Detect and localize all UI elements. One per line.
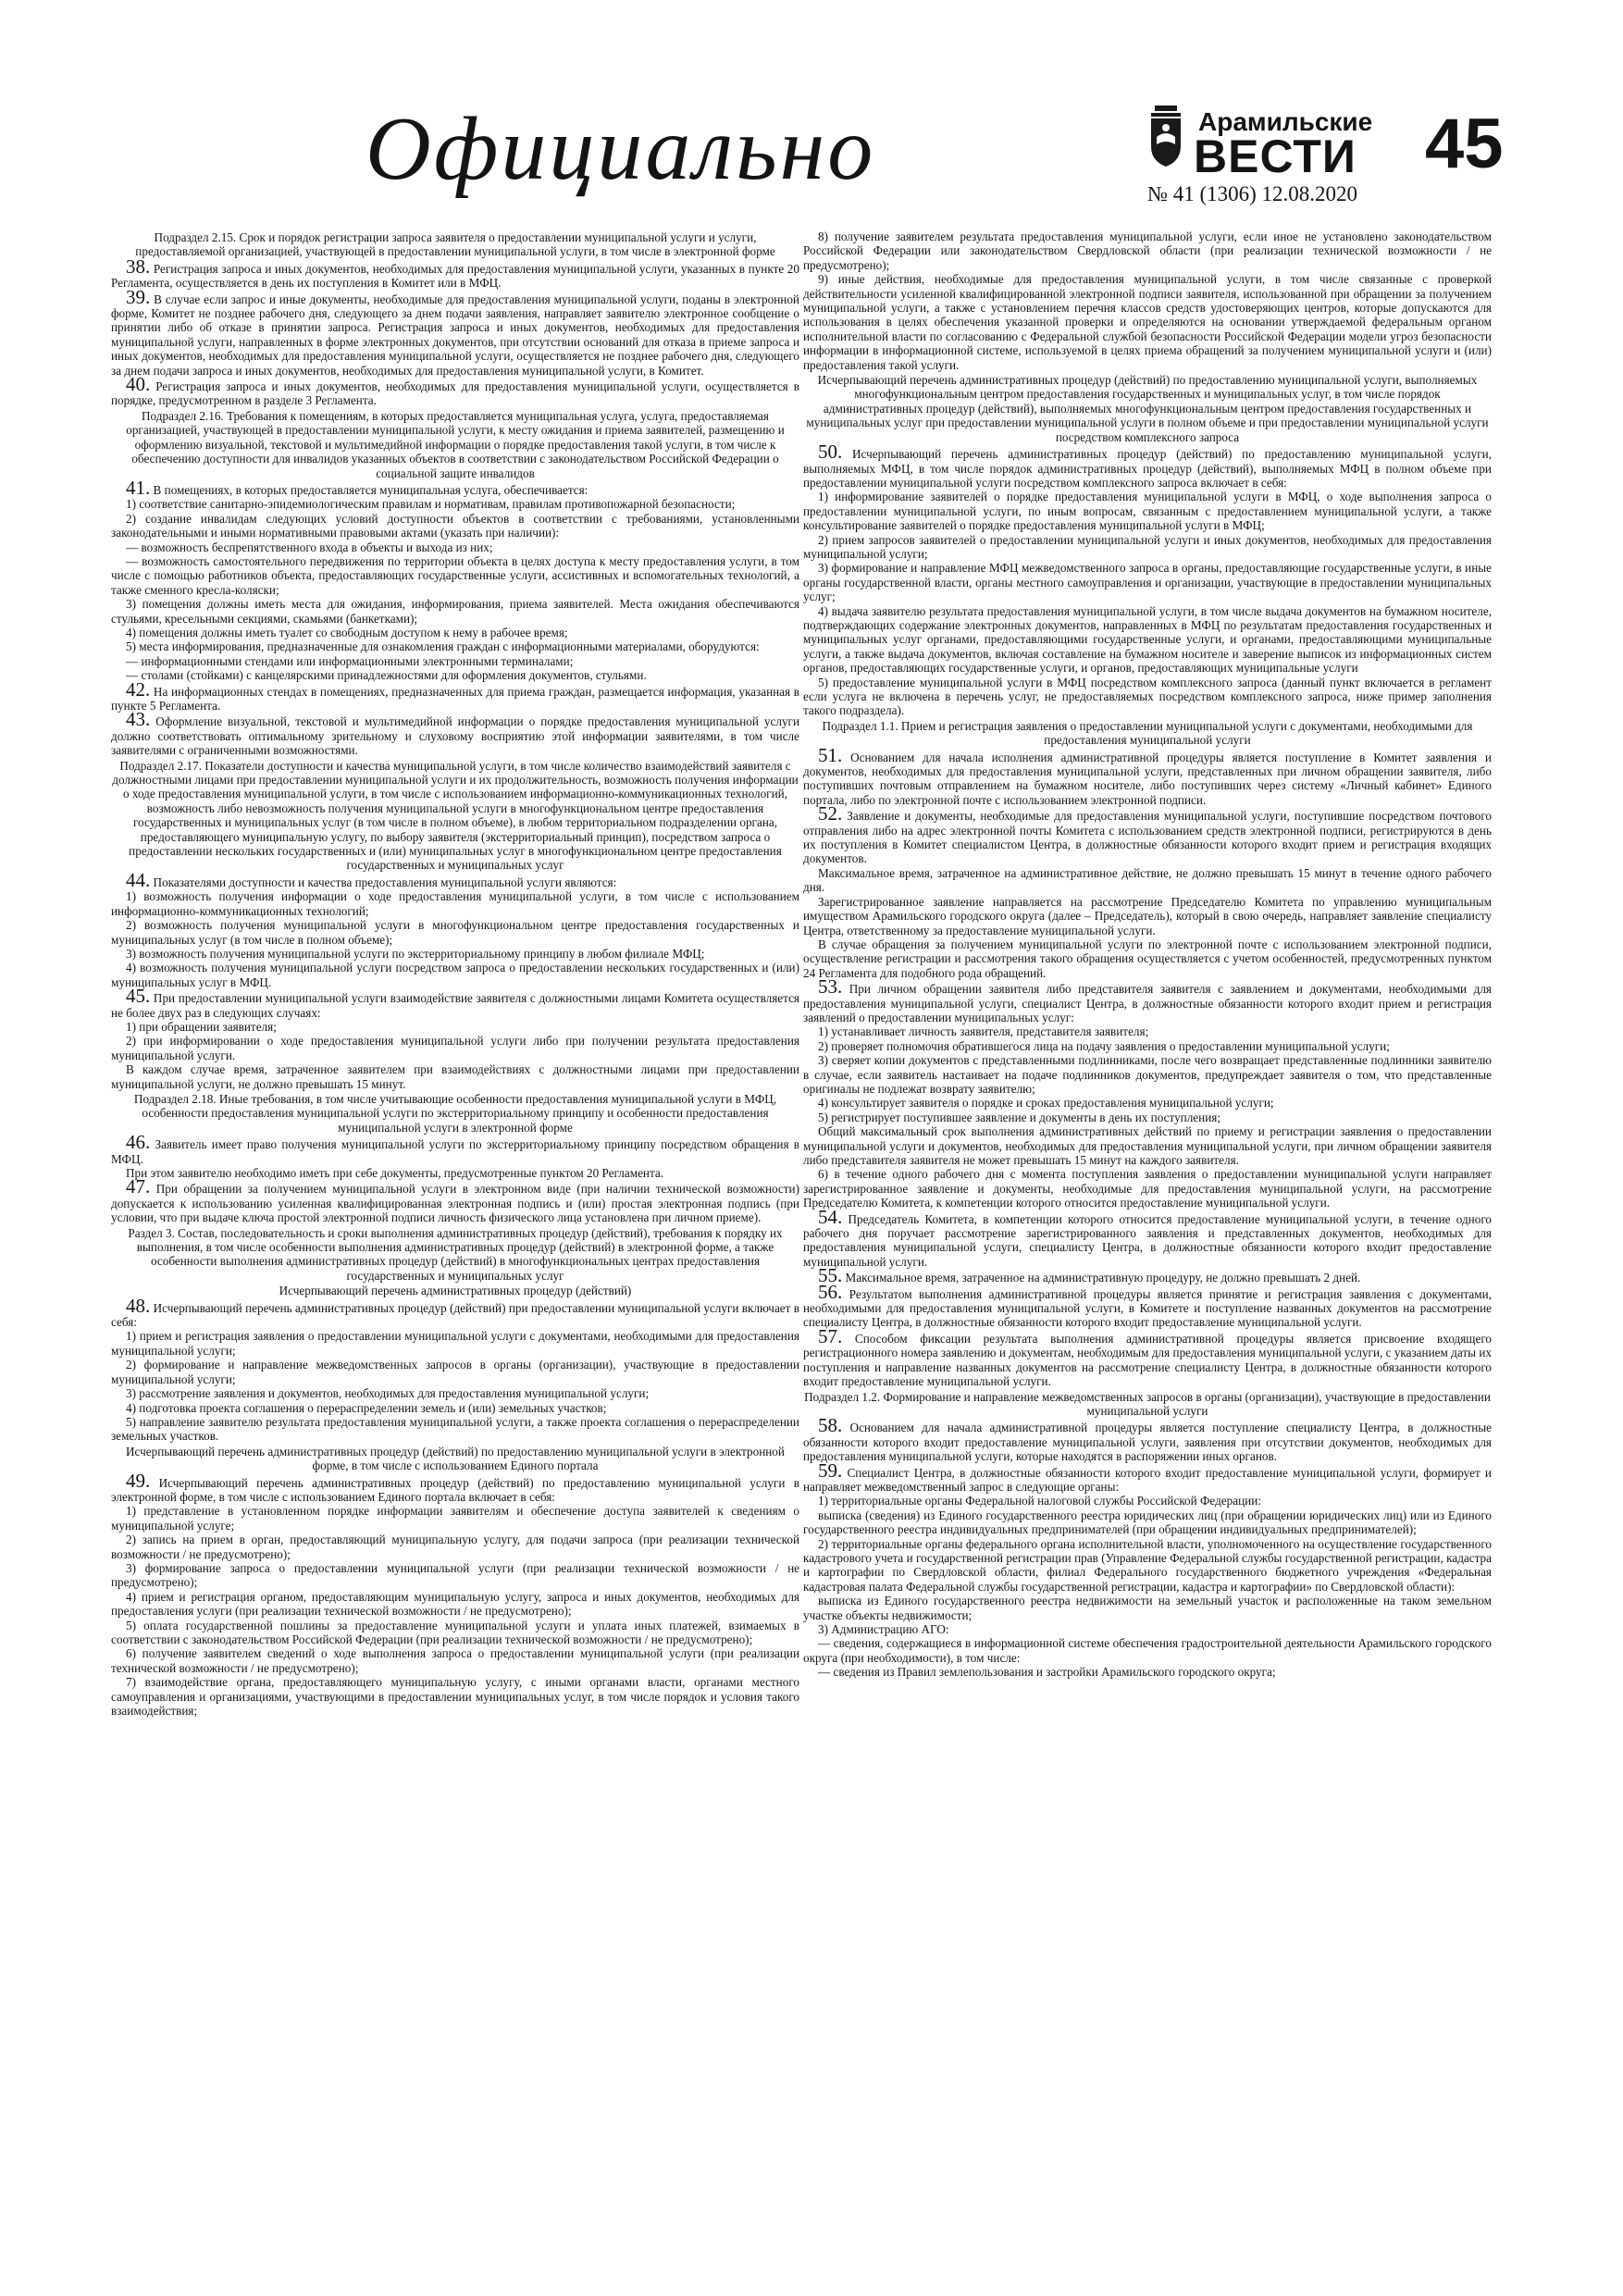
paragraph-text: Исчерпывающий перечень административных процедур (действий) по предоставлению муниципальной услуги, выполняемых МФЦ, в том числе порядок административных процедур (действий), выполняемых МФЦ в полном объеме при предоставлении муниципальной услуги посредством комплексного запроса включает в себя: (803, 447, 1492, 490)
paragraph-text: Исчерпывающий перечень административных процедур (действий) по предоставлению муниципальной услуги в электронной форме, в том числе с использованием Единого портала включает в себя: (111, 1475, 799, 1504)
paragraph: 4) помещения должны иметь туалет со свободным доступом к нему в рабочее время; (126, 625, 568, 639)
paragraph: 3) формирование и направление МФЦ межведомственного запроса в органы, предоставляющие государственные услуги, в иные органы государственной власти, органы местного самоуправления и организации, участвующие в предоставлении муниципальных услуг; (803, 561, 1492, 604)
paragraph: 2) запись на прием в орган, предоставляющий муниципальную услугу, для подачи запроса (при реализации технической возможности / не предусмотрено); (111, 1533, 799, 1561)
masthead (0, 0, 1623, 227)
text-column-left (111, 230, 799, 2265)
paragraph: 1) соответствие санитарно-эпидемиологическим правилам и нормативам, правилам противопожарной безопасности; (126, 497, 736, 512)
numbered-paragraph (111, 373, 799, 408)
paragraph-text: При личном обращении заявителя либо представителя заявителя с заявлением и документами, необходимыми для предоставления муниципальной услуги, специалист Центра, в должностные обязанности которого входит прием и регистрация заявлений о предоставлении муниципальных услуг: (803, 982, 1492, 1024)
paragraph-number: 58. (818, 1414, 843, 1437)
paragraph: 5) места информирования, предназначенные для ознакомления граждан с информационными материалами, оборудуются: (126, 639, 760, 654)
paragraph: 1) устанавливает личность заявителя, представителя заявителя; (818, 1024, 1149, 1039)
paragraph-number: 59. (818, 1458, 843, 1482)
paragraph-text: Основанием для начала административной процедуры является поступление специалисту Центра, в должностные обязанности которого входит предоставление муниципальной услуги, заявления при отсутствии документов, необходимых для предоставления муниципальной услуги, которые находятся в распоряжении иных органов. (803, 1421, 1492, 1464)
paragraph: 1) прием и регистрация заявления о предоставлении муниципальной услуги с документами, необходимыми для предоставления муниципальной услуги; (111, 1329, 799, 1358)
section-heading: Подраздел 1.1. Прием и регистрация заявления о предоставлении муниципальной услуги с документами, необходимыми для предоставления муниципальной услуги (822, 718, 1473, 748)
paragraph: При этом заявителю необходимо иметь при себе документы, предусмотренные пунктом 20 Регламента. (126, 1166, 664, 1180)
paragraph-text: Регистрация запроса и иных документов, необходимых для предоставления муниципальной услуги, осуществляется в порядке, предусмотренном в разделе 3 Регламента. (111, 379, 799, 408)
paragraph-text: Максимальное время, затраченное на административную процедуру, не должно превышать 2 дней. (842, 1271, 1361, 1285)
numbered-paragraph (803, 1414, 1492, 1464)
paragraph: 4) выдача заявителю результата предоставления муниципальной услуги, в том числе выдача документов на бумажном носителе, подтверждающих содержание электронных документов, направленных в МФЦ по результатам предоставления государственных и муниципальных услуг органами, предоставляющими государственные услуги, и органами, предоставляющими муниципальные услуги, а также выдача документов, включая составление на бумажном носителе и заверение выписок из информационных систем органов, предоставляющих государственные услуги, и органов, предоставляющих муниципальные услуги (803, 603, 1492, 676)
paragraph: Зарегистрированное заявление направляется на рассмотрение Председателю Комитета по управлению муниципальным имуществом Арамильского городского округа (далее – Председатель), который в свою очередь, направляет заявление специалисту Центра, ответственному за предоставление муниципальной услуги. (803, 894, 1492, 937)
paragraph: 4) прием и регистрация органом, предоставляющим муниципальную услугу, запроса и иных документов, необходимых для предоставления услуги (при реализации технической возможности / не предусмотрено); (111, 1589, 799, 1619)
numbered-paragraph (111, 677, 799, 714)
paragraph-number: 38. (126, 254, 151, 278)
paragraph: выписка (сведения) из Единого государственного реестра юридических лиц (при обращении юридических лиц) или из Единого государственного реестра индивидуальных предпринимателей (при обращении индивидуальных предпринимателей); (803, 1508, 1492, 1537)
paragraph-number: 40. (126, 373, 151, 396)
paragraph: 6) получение заявителем сведений о ходе выполнения запроса о предоставлении муниципальной услуги (при реализации технической возможности / не предусмотрено); (111, 1646, 799, 1675)
paragraph: 3) сверяет копии документов с представленными подлинниками, после чего возвращает представленные подлинники заявителю в случае, если заявитель настаивает на подаче подлинников документов, предупреждает заявителя о том, что представленные оригиналы не подлежат возврату заявителю; (803, 1053, 1492, 1096)
paragraph-text: Специалист Центра, в должностные обязанности которого входит предоставление муниципальной услуги, формирует и направляет межведомственный запрос в следующие органы: (803, 1465, 1492, 1494)
numbered-paragraph (111, 708, 799, 758)
paragraph-number: 51. (818, 743, 843, 766)
paragraph-text: Заявление и документы, необходимые для предоставления муниципальной услуги, поступившие посредством почтового отправления либо на адрес электронной почты Комитета с использованием средств электронной подписи, регистрируются в день их поступления в Комитет специалистом Центра, в должностные обязанности которого входит прием и регистрация входящих документов. (803, 809, 1492, 866)
paragraph-number: 43. (126, 708, 151, 731)
numbered-paragraph (111, 985, 799, 1020)
numbered-paragraph (803, 802, 1492, 866)
section-heading: Подраздел 1.2. Формирование и направление межведомственных запросов в органы (организации), участвующие в предоставлении муниципальной услуги (804, 1389, 1491, 1418)
paragraph: 2) создание инвалидам следующих условий доступности объектов в соответствии с требованиями, установленными законодательными и иными нормативными правовыми актами (указать при наличии): (111, 511, 799, 540)
paragraph: — столами (стойками) с канцелярскими принадлежностями для оформления документов, стульями. (126, 668, 647, 683)
paragraph: 2) прием запросов заявителей о предоставлении муниципальной услуги и иных документов, необходимых для предоставления муниципальной услуги; (803, 532, 1492, 561)
numbered-paragraph (111, 1294, 799, 1330)
paragraph-text: Результатом выполнения административной процедуры является принятие и регистрация заявления с документами, необходимыми для предоставления муниципальной услуги, в Комитете и поступление названных документов на рассмотрение специалисту Центра, в должностные обязанности которого входит предоставление муниципальной услуги. (803, 1286, 1492, 1330)
paragraph-text: Заявитель имеет право получения муниципальной услуги по экстерриториальному принципу посредством обращения в МФЦ. (111, 1137, 799, 1166)
paragraph-number: 49. (126, 1469, 151, 1492)
coat-of-arms-icon (1147, 104, 1184, 168)
numbered-paragraph (111, 254, 799, 291)
paragraph-number: 39. (126, 285, 151, 308)
paragraph-text: При обращении за получением муниципальной услуги в электронном виде (при наличии технической возможности) допускается к использованию усиленная квалифицированная электронная подпись и (или) простая электронная подпись (при условии, что при выдаче ключа простой электронной подписи личность физического лица установлена при личном приеме). (111, 1182, 799, 1225)
paragraph: 4) возможность получения муниципальной услуги посредством запроса о предоставлении нескольких государственных и (или) муниципальных услуг в МФЦ. (111, 961, 799, 989)
paragraph: 3) Администрацию АГО: (818, 1622, 949, 1636)
paragraph: 9) иные действия, необходимые для предоставления муниципальной услуги, в том числе связанные с проверкой действительности усиленной квалифицированной электронной подписи заявителя, использованной при обращении за получением муниципальной услуги, а также с установлением перечня классов средств удостоверяющих центров, которые допускаются для использования в целях обеспечения указанной проверки и определяются на основании утверждаемой федеральным органом исполнительной власти по согласованию с Федеральной службой безопасности Российской Федерации модели угроз безопасности информации в информационной системе, используемой в целях приема обращений за получением муниципальной услуги и (или) предоставления такой услуги. (803, 272, 1492, 372)
paragraph: 1) информирование заявителей о порядке предоставления муниципальной услуги в МФЦ, о ходе выполнения запроса о предоставлении муниципальной услуги, по иным вопросам, связанным с предоставлением муниципальной услуги, а также консультирование заявителей о порядке предоставления муниципальной услуги в МФЦ; (803, 490, 1492, 533)
paragraph-number: 44. (126, 868, 151, 891)
paragraph: — сведения из Правил землепользования и застройки Арамильского городского округа; (818, 1665, 1276, 1680)
numbered-paragraph (111, 1175, 799, 1225)
paragraph: Максимальное время, затраченное на административное действие, не должно превышать 15 минут в течение одного рабочего дня. (803, 865, 1492, 895)
paragraph: 5) направление заявителю результата предоставления муниципальной услуги, а также проекта соглашения о перераспределении земельных участков. (111, 1414, 799, 1444)
paragraph: В каждом случае время, затраченное заявителем при взаимодействиях с должностными лицами при предоставлении муниципальной услуги, не должно превышать 15 минут. (111, 1062, 799, 1091)
paragraph: 5) регистрирует поступившее заявление и документы в день их поступления; (818, 1110, 1221, 1124)
paragraph: 5) оплата государственной пошлины за предоставление муниципальной услуги и уплата иных платежей, взимаемых в соответствии с законодательством Российской Федерации (при реализации технической возможности / не предусмотрено); (111, 1618, 799, 1646)
paragraph-text: Председатель Комитета, в компетенции которого относится предоставление муниципальной услуги, в течение одного рабочего дня поручает рассмотрение зарегистрированного заявления и представленных документов, необходимых для предоставления муниципальной услуги, специалисту Центра, в должностные обязанности которого входит предоставление муниципальной услуги. (803, 1211, 1492, 1269)
numbered-paragraph (803, 975, 1492, 1024)
section-heading: Исчерпывающий перечень административных процедур (действий) по предоставлению муниципальной услуги в электронной форме, в том числе с использованием Единого портала (126, 1444, 785, 1473)
logo-small-text: Арамильские (1198, 107, 1373, 136)
numbered-paragraph (111, 868, 799, 891)
numbered-paragraph (111, 285, 799, 378)
paragraph: 5) предоставление муниципальной услуги в МФЦ посредством комплексного запроса (данный пункт включается в регламент если услуга не включена в перечень услуг, не предоставляемых посредством комплексного запроса, ниже пример заполнения такого подраздела). (803, 675, 1492, 718)
numbered-paragraph (803, 1458, 1492, 1495)
numbered-paragraph (111, 1131, 799, 1166)
paragraph-text: Основанием для начала исполнения административной процедуры является поступление в Комитет заявления и документов, необходимых для предоставления муниципальной услуги, представленных при личном обращении заявителя, либо поступивших почтовым отправлением на бумажном носителе, либо поступивших через систему «Личный кабинет» Единого портала, либо по электронной почте с использованием электронной подписи. (803, 750, 1492, 807)
paragraph: 3) помещения должны иметь места для ожидания, информирования, приема заявителей. Места ожидания обеспечиваются стульями, кресельными секциями, скамьями (банкетками); (111, 597, 799, 626)
text-column-right (803, 230, 1492, 2265)
section-heading: Подраздел 2.18. Иные требования, в том числе учитывающие особенности предоставления муниципальной услуги в МФЦ, особенности предоставления муниципальной услуги по экстерриториальному принципу и особенности предоставления муниципальной услуги в электронной форме (133, 1091, 777, 1135)
paragraph-text: Способом фиксации результата выполнения административной процедуры является присвоение входящего регистрационного номера заявлению и документам, необходимым для предоставления муниципальной услуги, с указанием даты их поступления и направление названных документов на рассмотрение специалисту Центра, в должностные обязанности которого входит предоставление муниципальной услуги. (803, 1331, 1492, 1389)
section-heading: Подраздел 2.17. Показатели доступности и качества муниципальной услуги, в том числе количество взаимодействий заявителя с должностными лицами при предоставлении муниципальной услуги и их продолжительность, возможность получения информации о ходе предоставления муниципальной услуги, в том числе с использованием информационно-коммуникационных технологий, возможность либо невозможность получения муниципальной услуги в многофункциональном центре предоставления государственных и муниципальных услуг (в том числе в полном объеме), в любом территориальном подразделении органа, предоставляющего муниципальную услугу, по выбору заявителя (экстерриториальный принцип), посредством запроса о предоставлении нескольких государственных и (или) муниципальных услуг в многофункциональном центре предоставления государственных и муниципальных услуг (112, 758, 799, 873)
numbered-paragraph (803, 1324, 1492, 1389)
paragraph-text: Показателями доступности и качества предоставления муниципальной услуги являются: (150, 875, 617, 889)
paragraph: 3) рассмотрение заявления и документов, необходимых для предоставления муниципальной услуги; (126, 1386, 650, 1401)
paragraph: 3) возможность получения муниципальной услуги по экстерриториальному принципу в любом филиале МФЦ; (126, 946, 705, 961)
paragraph-number: 48. (126, 1294, 151, 1317)
paragraph-number: 52. (818, 802, 843, 825)
paragraph: 3) формирование запроса о предоставлении муниципальной услуги (при реализации технической возможности / не предусмотрено); (111, 1560, 799, 1590)
page-number: 45 (1425, 105, 1504, 183)
paragraph: 1) представление в установленном порядке информации заявителям и обеспечение доступа заявителей к сведениям о муниципальной услуге; (111, 1504, 799, 1533)
paragraph-number: 46. (126, 1131, 151, 1154)
numbered-paragraph (803, 1280, 1492, 1330)
numbered-paragraph (803, 743, 1492, 808)
paragraph: — возможность беспрепятственного входа в объекты и выхода из них; (126, 540, 493, 554)
paragraph: 2) возможность получения муниципальной услуги в многофункциональном центре предоставления государственных и муниципальных услуг (в том числе в полном объеме); (111, 918, 799, 947)
section-title: Официально (365, 99, 876, 199)
paragraph: 7) взаимодействие органа, предоставляющего муниципальную услугу, с иными органами власти, органами местного самоуправления и организациями, участвующими в предоставлении муниципальных услуг, в том числе порядок и условия такого взаимодействия; (111, 1675, 799, 1719)
logo-big-text: ВЕСТИ (1194, 130, 1357, 182)
paragraph: Общий максимальный срок выполнения административных действий по приему и регистрации заявления о предоставлении муниципальной услуги и документов, необходимых для предоставления муниципальной услуги, при личном обращении заявителя либо представителя заявителя не может превышать 15 минут на каждого заявителя. (803, 1124, 1492, 1167)
paragraph: 1) возможность получения информации о ходе предоставления муниципальной услуги, в том числе с использованием информационно-коммуникационных технологий; (111, 889, 799, 918)
section-heading: Раздел 3. Состав, последовательность и сроки выполнения административных процедур (действий), требования к порядку их выполнения, в том числе особенности выполнения административных процедур (действий) в электронной форме, а также особенности выполнения административных процедур (действий) в многофункциональных центрах предоставления государственных и муниципальных услуг (128, 1225, 783, 1283)
paragraph-text: Оформление визуальной, текстовой и мультимедийной информации о порядке предоставления муниципальной услуги должно соответствовать оптимальному зрительному и слуховому восприятию этой информации заявителями, в том числе заявителями с ограниченными возможностями. (111, 714, 799, 758)
section-heading: Исчерпывающий перечень административных процедур (действий) (279, 1284, 632, 1298)
paragraph: 2) формирование и направление межведомственных запросов в органы (организации), участвующие в предоставлении муниципальной услуги; (111, 1358, 799, 1386)
issue-info: № 41 (1306) 12.08.2020 (1147, 182, 1358, 205)
paragraph-text: Регистрация запроса и иных документов, необходимых для предоставления муниципальной услуги, указанных в пункте 20 Регламента, осуществляется в день их поступления в Комитет или в МФЦ. (111, 261, 799, 291)
paragraph: 4) подготовка проекта соглашения о перераспределении земель и (или) земельных участков; (126, 1400, 607, 1415)
paragraph: 4) консультирует заявителя о порядке и сроках предоставления муниципальной услуги; (818, 1096, 1274, 1111)
paragraph-text: В случае если запрос и иные документы, необходимые для предоставления муниципальной услуги, поданы в электронной форме, Комитет не позднее рабочего дня, следующего за днем подачи заявления, направляет заявителю электронное сообщение о принятии либо об отказе в принятии запроса. Регистрация запроса и иных документов, необходимых для предоставления муниципальной услуги, направленных в форме электронных документов, при отсутствии оснований для отказа в приеме запроса и иных документов, необходимых для предоставления муниципальной услуги, осуществляется не позднее рабочего дня, следующего за днем подачи запроса и иных документов, необходимых для предоставления муниципальной услуги, в Комитет. (111, 292, 799, 378)
paragraph-number: 41. (126, 476, 151, 499)
numbered-paragraph (803, 441, 1492, 490)
paragraph: — сведения, содержащиеся в информационной системе обеспечения градостроительной деятельности Арамильского городского округа (при необходимости), в том числе: (803, 1636, 1492, 1665)
paragraph: — возможность самостоятельного передвижения по территории объекта в целях доступа к месту предоставления услуги, в том числе с помощью работников объекта, предоставляющих государственные услуги, ассистивных и вспомогательных технологий, а также сменного кресла-коляски; (111, 553, 799, 597)
paragraph: 2) территориальные органы федерального органа исполнительной власти, уполномоченного на осуществление государственного кадастрового учета и государственной регистрации прав (Управление Федеральной службы государственной регистрации, кадастра и картографии по Свердловской области, филиал Федерального государственного бюджетного учреждения «Федеральная кадастровая палата Федеральной службы государственной регистрации, кадастра и картографии» по Свердловской области): (803, 1536, 1492, 1594)
paragraph-number: 50. (818, 441, 843, 464)
section-heading: Подраздел 2.15. Срок и порядок регистрации запроса заявителя о предоставлении муниципальной услуги и услуги, предоставляемой организацией, участвующей в предоставлении муниципальной услуги, в том числе в электронной форме (135, 230, 775, 259)
paragraph: В случае обращения за получением муниципальной услуги по электронной почте с использованием электронной подписи, осуществление регистрации и рассмотрения такого обращения осуществляется с учетом особенностей, предусмотренных пунктом 24 Регламента для подобного рода обращений. (803, 937, 1492, 980)
paragraph-number: 47. (126, 1175, 151, 1198)
paragraph: 2) проверяет полномочия обратившегося лица на подачу заявления о предоставлении муниципальной услуги; (818, 1038, 1390, 1053)
paragraph-text: При предоставлении муниципальной услуги взаимодействие заявителя с должностными лицами Комитета осуществляется не более двух раз в следующих случаях: (111, 991, 799, 1020)
paragraph: 2) при информировании о ходе предоставления муниципальной услуги либо при получении результата предоставления муниципальной услуги. (111, 1034, 799, 1062)
paragraph: — информационными стендами или информационными электронными терминалами; (126, 653, 574, 668)
paragraph: 1) территориальные органы Федеральной налоговой службы Российской Федерации: (818, 1494, 1261, 1508)
numbered-paragraph (803, 1205, 1492, 1270)
section-heading: Подраздел 2.16. Требования к помещениям, в которых предоставляется муниципальная услуга, услуга, предоставляемая организацией, участвующей в предоставлении муниципальной услуги, к месту ожидания и приема заявителей, размещению и оформлению визуальной, текстовой и мультимедийной информации о порядке предоставления такой услуги, в том числе к обеспечению доступности для инвалидов указанных объектов в соответствии с законодательством Российской Федерации о социальной защите инвалидов (126, 408, 785, 480)
numbered-paragraph (111, 1469, 799, 1505)
paragraph: 6) в течение одного рабочего дня с момента поступления заявления о предоставлении муниципальной услуги направляет зарегистрированное заявление и документы, необходимые для предоставления муниципальной услуги, на рассмотрение Председателю Комитета, к компетенции которого относится предоставление муниципальной услуги. (803, 1167, 1492, 1210)
paragraph-number: 45. (126, 985, 151, 1008)
paragraph: 1) при обращении заявителя; (126, 1019, 277, 1034)
paragraph-number: 57. (818, 1324, 843, 1347)
section-heading: Исчерпывающий перечень административных процедур (действий) по предоставлению муниципальной услуги, выполняемых многофункциональным центром предоставления государственных и муниципальных услуг, в том числе порядок административных процедур (действий), выполняемых многофункциональным центром предоставления государственных и муниципальных услуг при предоставлении муниципальной услуги в полном объеме и при предоставлении муниципальной услуги посредством комплексного запроса (806, 373, 1489, 444)
paragraph-number: 56. (818, 1280, 843, 1303)
paragraph: 8) получение заявителем результата предоставления муниципальной услуги, если иное не установлено законодательством Российской Федерации или законодательством Свердловской области (при реализации технической возможности / не предусмотрено); (803, 230, 1492, 272)
numbered-paragraph (803, 1264, 1492, 1287)
paragraph: выписка из Единого государственного реестра недвижимости на земельный участок и расположенные на таком земельном участке объекты недвижимости; (803, 1594, 1492, 1622)
paragraph-number: 53. (818, 975, 843, 999)
paragraph-number: 54. (818, 1205, 843, 1228)
newspaper-logo (1147, 104, 1374, 182)
numbered-paragraph (111, 476, 799, 499)
paragraph-text: В помещениях, в которых предоставляется муниципальная услуга, обеспечивается: (150, 482, 588, 497)
paragraph-number: 55. (818, 1264, 843, 1287)
paragraph-text: На информационных стендах в помещениях, предназначенных для приема граждан, размещается информация, указанная в пункте 5 Регламента. (111, 684, 799, 713)
paragraph-number: 42. (126, 677, 151, 701)
paragraph-text: Исчерпывающий перечень административных процедур (действий) при предоставлении муниципальной услуги включает в себя: (111, 1300, 799, 1330)
